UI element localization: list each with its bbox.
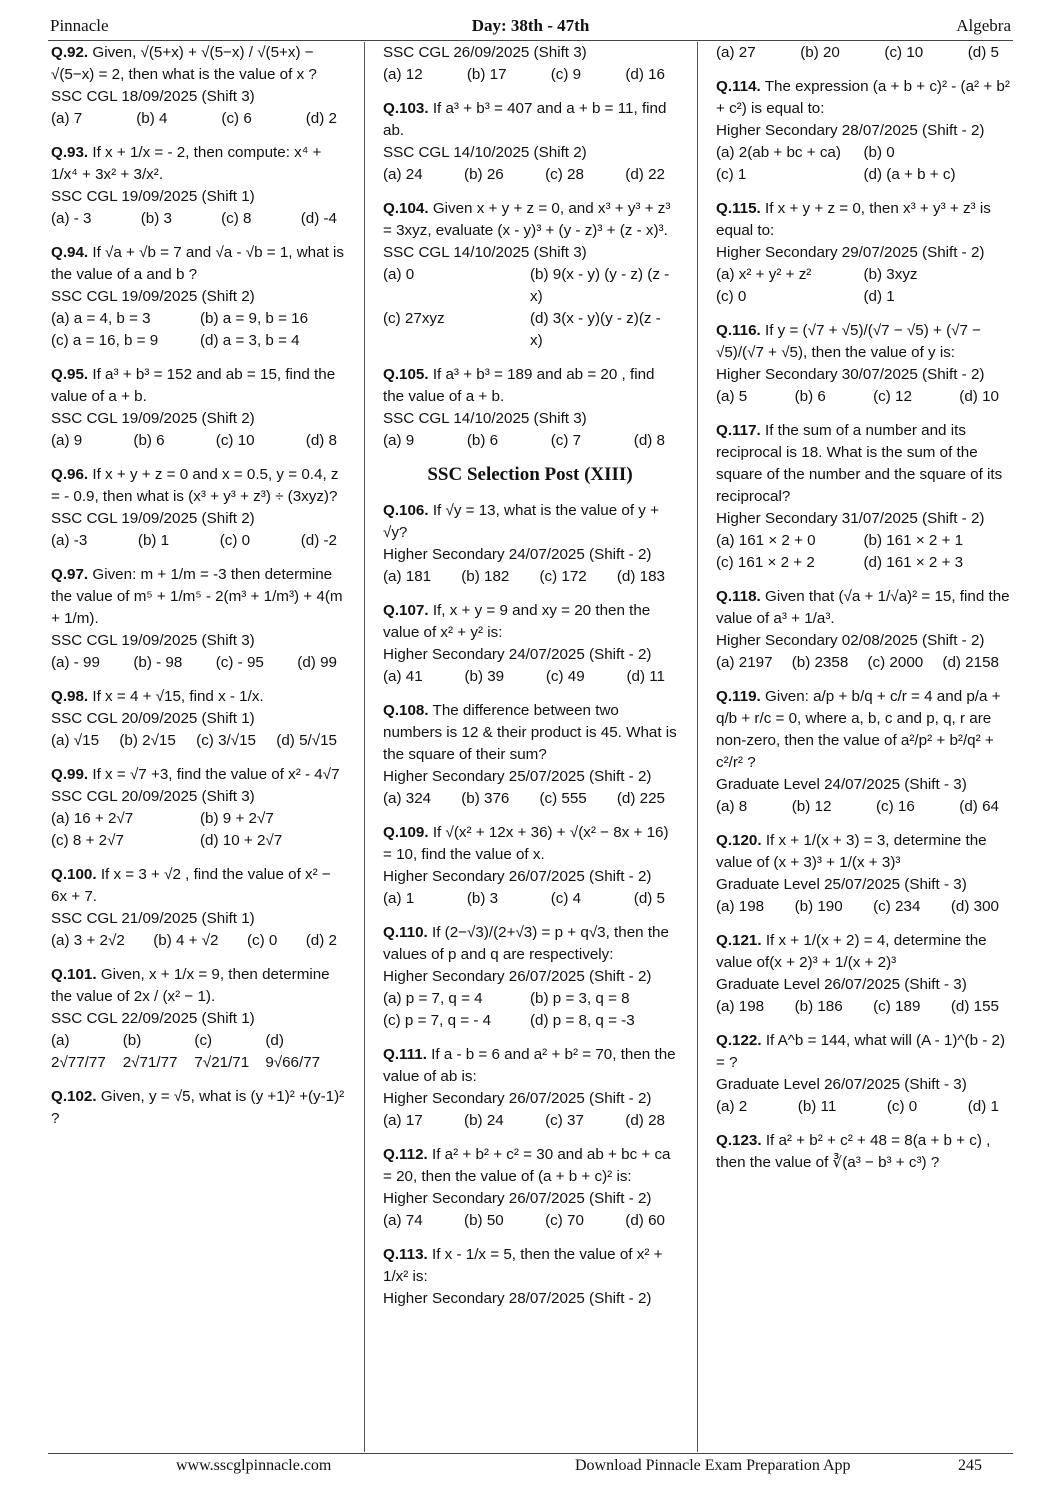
options-row	[51, 808, 349, 852]
question-source: SSC CGL 14/10/2025 (Shift 3)	[383, 244, 587, 261]
option: (d) 8	[633, 432, 665, 449]
question-number: Q.110.	[383, 924, 428, 941]
column-divider-2	[697, 42, 698, 1452]
option: (b) 2358	[791, 654, 849, 671]
option: (c) 8	[221, 210, 252, 227]
option: (d) 3(x - y)(y - z)(z - x)	[530, 310, 661, 349]
options-row	[383, 1210, 677, 1232]
question-text: Given, y = √5, what is (y +1)² +(y-1)² ?	[51, 1088, 345, 1127]
options-row	[51, 730, 349, 752]
question-source: Graduate Level 26/07/2025 (Shift - 3)	[716, 976, 967, 993]
question-number: Q.93.	[51, 144, 89, 161]
question-text: Given: m + 1/m = -3 then determine the value of m⁵ + 1/m⁵ - 2(m³ + 1/m³) + 4(m + 1/m).	[51, 566, 343, 627]
option: (a) x² + y² + z²	[716, 266, 812, 283]
question-block	[51, 864, 349, 952]
option: (d) 5	[633, 890, 665, 907]
question-number: Q.107.	[383, 602, 429, 619]
option: (d) 300	[950, 898, 999, 915]
question-text: If x = √7 +3, find the value of x² - 4√7	[92, 766, 340, 783]
option: (b) 9(x - y) (y - z) (z - x)	[530, 266, 670, 305]
question-text: If A^b = 144, what will (A - 1)^(b - 2) = ?	[716, 1032, 1006, 1071]
option: (c) 172	[539, 568, 587, 585]
option: (a) 9	[51, 432, 83, 449]
option: (c) 7√21/71	[194, 1032, 250, 1071]
question-block	[51, 1086, 349, 1130]
question-block	[716, 1130, 1011, 1174]
options-row	[383, 988, 677, 1032]
option: (b) 11	[797, 1098, 837, 1115]
option: (d) -4	[300, 210, 337, 227]
footer-website: www.sscglpinnacle.com	[176, 1457, 332, 1474]
section-title: SSC Selection Post (XIII)	[427, 464, 633, 485]
option: (a) 1	[383, 890, 415, 907]
option: (c) 3/√15	[196, 732, 256, 749]
options-row	[716, 996, 1011, 1018]
question-source: Graduate Level 26/07/2025 (Shift - 3)	[716, 1076, 967, 1093]
option: (d) 22	[625, 166, 665, 183]
question-source: SSC CGL 19/09/2025 (Shift 2)	[51, 410, 255, 427]
question-text: If (2−√3)/(2+√3) = p + q√3, then the values of p and q are respectively:	[383, 924, 669, 963]
option: (c) 27xyz	[383, 310, 445, 327]
option: (a) 161 × 2 + 0	[716, 532, 816, 549]
options-row	[716, 264, 1011, 308]
question-block	[716, 42, 1011, 64]
option: (d) (a + b + c)	[863, 166, 956, 183]
option: (a) 41	[383, 668, 423, 685]
option: (c) p = 7, q = - 4	[383, 1012, 492, 1029]
option: (b) 24	[464, 1112, 504, 1129]
question-source: Higher Secondary 28/07/2025 (Shift - 2)	[383, 1290, 652, 1307]
option: (c) 2000	[867, 654, 924, 671]
options-row	[716, 896, 1011, 918]
question-source: Higher Secondary 30/07/2025 (Shift - 2)	[716, 366, 985, 383]
options-row	[383, 264, 677, 352]
options-row	[383, 64, 677, 86]
question-number: Q.97.	[51, 566, 89, 583]
options-row	[51, 652, 349, 674]
question-block	[716, 198, 1011, 308]
options-row	[51, 530, 349, 552]
option: (b) 0	[863, 144, 895, 161]
page-header	[50, 12, 1011, 38]
option: (b) 3xyz	[863, 266, 918, 283]
question-source: Higher Secondary 26/07/2025 (Shift - 2)	[383, 1190, 652, 1207]
option: (c) 0	[886, 1098, 918, 1115]
option: (d) -2	[300, 532, 337, 549]
question-source: Higher Secondary 26/07/2025 (Shift - 2)	[383, 1090, 652, 1107]
question-block	[383, 1044, 677, 1132]
question-text: If x + 1/x = - 2, then compute: x⁴ + 1/x⁴ + 3x² + 3/x².	[51, 144, 322, 183]
options-row	[383, 566, 677, 588]
option: (b) 182	[461, 568, 510, 585]
question-number: Q.96.	[51, 466, 89, 483]
options-row	[51, 308, 349, 352]
option: (d) 11	[626, 668, 665, 685]
option: (a) 9	[383, 432, 415, 449]
question-number: Q.98.	[51, 688, 89, 705]
question-block	[716, 930, 1011, 1018]
question-block	[716, 420, 1011, 574]
question-block	[51, 764, 349, 852]
question-text: If the sum of a number and its reciprocal is 18. What is the sum of the square of the number and the square of its reciprocal?	[716, 422, 1003, 505]
option: (a) 198	[716, 898, 765, 915]
question-block	[51, 142, 349, 230]
question-number: Q.109.	[383, 824, 429, 841]
options-row	[51, 430, 349, 452]
options-row	[383, 888, 677, 910]
header-right: Algebra	[956, 16, 1011, 35]
option: (b) 9 + 2√7	[200, 810, 274, 827]
question-text: If x = 4 + √15, find x - 1/x.	[92, 688, 264, 705]
question-text: If a² + b² + c² = 30 and ab + bc + ca = 20, then the value of (a + b + c)² is:	[383, 1146, 671, 1185]
option: (c) 6	[221, 110, 252, 127]
option: (c) 161 × 2 + 2	[716, 554, 815, 571]
options-row	[716, 1096, 1011, 1118]
question-text: Given, x + 1/x = 9, then determine the value of 2x / (x² − 1).	[51, 966, 330, 1005]
option: (c) 16	[875, 798, 915, 815]
question-text: The expression (a + b + c)² - (a² + b² + c²) is equal to:	[716, 78, 1010, 117]
option: (a) 5	[716, 388, 748, 405]
question-source: SSC CGL 22/09/2025 (Shift 1)	[51, 1010, 255, 1027]
question-number: Q.113.	[383, 1246, 428, 1263]
option: (a) a = 4, b = 3	[51, 310, 151, 327]
options-row	[383, 788, 677, 810]
option: (d) 10	[959, 388, 999, 405]
question-block	[51, 964, 349, 1074]
option: (b) 4	[136, 110, 168, 127]
option: (d) 9√66/77	[265, 1032, 321, 1071]
option: (a) 181	[383, 568, 432, 585]
option: (d) 1	[863, 288, 895, 305]
question-source: SSC CGL 20/09/2025 (Shift 3)	[51, 788, 255, 805]
column-2	[383, 42, 677, 1322]
option: (d) 60	[625, 1212, 665, 1229]
question-number: Q.104.	[383, 200, 429, 217]
option: (c) 12	[873, 388, 912, 405]
question-number: Q.115.	[716, 200, 761, 217]
option: (b) 12	[791, 798, 832, 815]
option: (b) 190	[794, 898, 843, 915]
question-text: If y = (√7 + √5)/(√7 − √5) + (√7 − √5)/(√7 + √5), then the value of y is:	[716, 322, 981, 361]
option: (c) 234	[873, 898, 921, 915]
question-block	[716, 320, 1011, 408]
option: (a) 0	[383, 266, 415, 283]
footer-divider	[48, 1453, 1013, 1454]
question-block	[51, 464, 349, 552]
question-text: Given x + y + z = 0, and x³ + y³ + z³ = 3xyz, evaluate (x - y)³ + (y - z)³ + (z - x)³.	[383, 200, 671, 239]
question-number: Q.123.	[716, 1132, 762, 1149]
option: (d) 1	[967, 1098, 999, 1115]
question-number: Q.118.	[716, 588, 761, 605]
question-text: If x + y + z = 0, then x³ + y³ + z³ is equal to:	[716, 200, 991, 239]
option: (c) a = 16, b = 9	[51, 332, 159, 349]
question-number: Q.116.	[716, 322, 761, 339]
question-number: Q.119.	[716, 688, 761, 705]
option: (a) √15	[51, 732, 100, 749]
question-source: Graduate Level 24/07/2025 (Shift - 3)	[716, 776, 967, 793]
question-text: If x - 1/x = 5, then the value of x² + 1/x² is:	[383, 1246, 663, 1285]
option: (c) 7	[550, 432, 582, 449]
question-number: Q.99.	[51, 766, 89, 783]
question-number: Q.106.	[383, 502, 429, 519]
options-row	[51, 208, 349, 230]
option: (d) a = 3, b = 4	[200, 332, 300, 349]
question-text: If x + 1/(x + 3) = 3, determine the value of (x + 3)³ + 1/(x + 3)³	[716, 832, 987, 871]
question-source: SSC CGL 14/10/2025 (Shift 3)	[383, 410, 587, 427]
option: (b) 1	[137, 532, 170, 549]
header-center: Day: 38th - 47th	[471, 16, 590, 35]
option: (a) 2	[716, 1098, 748, 1115]
option: (b) 6	[133, 432, 165, 449]
options-row	[51, 108, 349, 130]
option: (b) 20	[800, 44, 840, 61]
option: (d) 28	[625, 1112, 665, 1129]
question-number: Q.117.	[716, 422, 761, 439]
question-text: If √a + √b = 7 and √a - √b = 1, what is the value of a and b ?	[51, 244, 344, 283]
question-text: If x + y + z = 0 and x = 0.5, y = 0.4, z = - 0.9, then what is (x³ + y³ + z³) ÷ (3xyz)?	[51, 466, 339, 505]
option: (b) 186	[794, 998, 843, 1015]
question-source: Higher Secondary 28/07/2025 (Shift - 2)	[716, 122, 985, 139]
option: (d) 155	[950, 998, 999, 1015]
question-block	[716, 586, 1011, 674]
question-text: If a² + b² + c² + 48 = 8(a + b + c) , then the value of ∛(a³ − b³ + c³) ?	[716, 1132, 991, 1171]
question-source: SSC CGL 20/09/2025 (Shift 1)	[51, 710, 255, 727]
option: (a) 3 + 2√2	[51, 932, 125, 949]
question-block	[51, 364, 349, 452]
option: (a) 17	[383, 1112, 423, 1129]
option: (b) 376	[461, 790, 510, 807]
question-source: Higher Secondary 02/08/2025 (Shift - 2)	[716, 632, 985, 649]
option: (c) - 95	[215, 654, 264, 671]
option: (c) 70	[545, 1212, 584, 1229]
option: (c) 555	[539, 790, 587, 807]
question-source: SSC CGL 19/09/2025 (Shift 2)	[51, 510, 255, 527]
question-source: Higher Secondary 31/07/2025 (Shift - 2)	[716, 510, 985, 527]
question-number: Q.100.	[51, 866, 97, 883]
options-row	[716, 386, 1011, 408]
question-block	[383, 600, 677, 688]
question-source: SSC CGL 19/09/2025 (Shift 2)	[51, 288, 255, 305]
question-number: Q.105.	[383, 366, 429, 383]
options-row	[716, 652, 1011, 674]
column-divider-1	[364, 42, 365, 1452]
option: (a) -3	[51, 532, 88, 549]
option: (a) 12	[383, 66, 423, 83]
option: (b) p = 3, q = 8	[530, 990, 630, 1007]
options-row	[383, 666, 677, 688]
question-text: If a³ + b³ = 189 and ab = 20 , find the value of a + b.	[383, 366, 655, 405]
question-block	[716, 76, 1011, 186]
question-number: Q.114.	[716, 78, 761, 95]
option: (d) 5/√15	[276, 732, 337, 749]
option: (b) 2√71/77	[122, 1032, 178, 1071]
option: (a) 324	[383, 790, 432, 807]
question-block	[716, 686, 1011, 818]
option: (b) 2√15	[119, 732, 176, 749]
question-source: Higher Secondary 29/07/2025 (Shift - 2)	[716, 244, 985, 261]
option: (d) 2	[305, 932, 337, 949]
question-text: If x + 1/(x + 2) = 4, determine the value of(x + 2)³ + 1/(x + 2)³	[716, 932, 987, 971]
options-row	[51, 1030, 349, 1074]
option: (b) 17	[466, 66, 507, 83]
option: (d) 161 × 2 + 3	[863, 554, 964, 571]
option: (b) - 98	[133, 654, 183, 671]
question-text: Given, √(5+x) + √(5−x) / √(5+x) − √(5−x) = 2, then what is the value of x ?	[51, 44, 317, 83]
option: (c) 28	[545, 166, 584, 183]
option: (d) 8	[305, 432, 337, 449]
option: (c) 4	[550, 890, 582, 907]
question-block	[383, 1144, 677, 1232]
option: (c) 189	[873, 998, 921, 1015]
question-source: Graduate Level 25/07/2025 (Shift - 3)	[716, 876, 967, 893]
question-block	[716, 830, 1011, 918]
question-number: Q.122.	[716, 1032, 762, 1049]
question-text: If a - b = 6 and a² + b² = 70, then the value of ab is:	[383, 1046, 676, 1085]
question-source: Higher Secondary 24/07/2025 (Shift - 2)	[383, 546, 652, 563]
header-divider	[48, 40, 1013, 41]
option: (c) 10	[215, 432, 255, 449]
question-text: If a³ + b³ = 152 and ab = 15, find the value of a + b.	[51, 366, 336, 405]
question-source: Higher Secondary 25/07/2025 (Shift - 2)	[383, 768, 652, 785]
option: (a) 27	[716, 44, 756, 61]
question-text: If √(x² + 12x + 36) + √(x² − 8x + 16) = 10, find the value of x.	[383, 824, 669, 863]
question-text: If a³ + b³ = 407 and a + b = 11, find ab.	[383, 100, 667, 139]
option: (c) 1	[716, 166, 747, 183]
options-row	[383, 430, 677, 452]
option: (d) 64	[959, 798, 999, 815]
option: (a) 2(ab + bc + ca)	[716, 144, 841, 161]
question-number: Q.92.	[51, 44, 89, 61]
option: (d) p = 8, q = -3	[530, 1012, 635, 1029]
question-block	[51, 42, 349, 130]
option: (c) 49	[545, 668, 585, 685]
option: (b) 4 + √2	[153, 932, 219, 949]
question-text: If x = 3 + √2 , find the value of x² − 6x + 7.	[51, 866, 331, 905]
option: (a) p = 7, q = 4	[383, 990, 483, 1007]
option: (d) 5	[967, 44, 999, 61]
option: (a) 2√77/77	[51, 1032, 106, 1071]
question-number: Q.120.	[716, 832, 762, 849]
option: (b) 3	[140, 210, 172, 227]
question-block	[383, 98, 677, 186]
question-block	[383, 198, 677, 352]
question-number: Q.94.	[51, 244, 89, 261]
column-3	[716, 42, 1011, 1186]
options-row	[716, 530, 1011, 574]
question-source: SSC CGL 21/09/2025 (Shift 1)	[51, 910, 255, 927]
options-row	[716, 796, 1011, 818]
column-1	[51, 42, 349, 1142]
option: (d) 225	[616, 790, 665, 807]
footer-app-text: Download Pinnacle Exam Preparation App	[575, 1457, 851, 1474]
options-row	[716, 42, 1011, 64]
question-text: Given: a/p + b/q + c/r = 4 and p/a + q/b + r/c = 0, where a, b, c and p, q, r are non-zero, then the value of a²/p² + b²/q² + c²/r² ?	[716, 688, 1001, 771]
question-text: Given that (√a + 1/√a)² = 15, find the value of a³ + 1/a³.	[716, 588, 1010, 627]
question-block	[383, 822, 677, 910]
question-text: If √y = 13, what is the value of y + √y?	[383, 502, 659, 541]
question-number: Q.102.	[51, 1088, 97, 1105]
question-block	[51, 686, 349, 752]
option: (b) 6	[466, 432, 499, 449]
option: (a) 7	[51, 110, 83, 127]
option: (d) 2158	[942, 654, 999, 671]
option: (a) - 99	[51, 654, 100, 671]
option: (c) 8 + 2√7	[51, 832, 124, 849]
option: (b) 3	[466, 890, 499, 907]
question-source: SSC CGL 19/09/2025 (Shift 1)	[51, 188, 255, 205]
question-source: Higher Secondary 24/07/2025 (Shift - 2)	[383, 646, 652, 663]
option: (c) 10	[884, 44, 924, 61]
option: (c) 0	[219, 532, 251, 549]
question-number: Q.112.	[383, 1146, 428, 1163]
question-number: Q.103.	[383, 100, 429, 117]
question-block	[383, 42, 677, 86]
question-number: Q.95.	[51, 366, 89, 383]
question-source: SSC CGL 18/09/2025 (Shift 3)	[51, 88, 255, 105]
header-left: Pinnacle	[50, 16, 109, 35]
question-block	[383, 1244, 677, 1310]
question-block	[51, 242, 349, 352]
option: (c) 0	[716, 288, 747, 305]
footer-page-number: 245	[958, 1457, 982, 1474]
option: (c) 9	[550, 66, 582, 83]
option: (d) 99	[297, 654, 337, 671]
options-row	[383, 1110, 677, 1132]
option: (d) 2	[305, 110, 337, 127]
options-row	[383, 164, 677, 186]
question-block	[383, 922, 677, 1032]
option: (c) 37	[545, 1112, 584, 1129]
question-number: Q.101.	[51, 966, 97, 983]
options-row	[716, 142, 1011, 186]
question-source: SSC CGL 14/10/2025 (Shift 2)	[383, 144, 587, 161]
question-source: SSC CGL 26/09/2025 (Shift 3)	[383, 44, 587, 61]
option: (b) 39	[464, 668, 505, 685]
option: (b) a = 9, b = 16	[200, 310, 309, 327]
option: (b) 6	[794, 388, 826, 405]
option: (a) 24	[383, 166, 423, 183]
question-text: The difference between two numbers is 12 & their product is 45. What is the square of their sum?	[383, 702, 677, 763]
option: (a) 74	[383, 1212, 423, 1229]
option: (a) 8	[716, 798, 748, 815]
question-block	[51, 564, 349, 674]
question-block	[383, 364, 677, 452]
option: (b) 161 × 2 + 1	[863, 532, 964, 549]
question-number: Q.108.	[383, 702, 429, 719]
question-source: Higher Secondary 26/07/2025 (Shift - 2)	[383, 868, 652, 885]
option: (d) 16	[625, 66, 665, 83]
question-source: Higher Secondary 26/07/2025 (Shift - 2)	[383, 968, 652, 985]
option: (a) - 3	[51, 210, 92, 227]
option: (d) 183	[616, 568, 665, 585]
question-number: Q.111.	[383, 1046, 427, 1063]
option: (a) 198	[716, 998, 765, 1015]
option: (b) 50	[464, 1212, 504, 1229]
options-row	[51, 930, 349, 952]
option: (d) 10 + 2√7	[200, 832, 283, 849]
option: (c) 0	[246, 932, 278, 949]
option: (a) 16 + 2√7	[51, 810, 134, 827]
question-source: SSC CGL 19/09/2025 (Shift 3)	[51, 632, 255, 649]
option: (b) 26	[464, 166, 504, 183]
option: (a) 2197	[716, 654, 773, 671]
question-block	[383, 700, 677, 810]
question-number: Q.121.	[716, 932, 762, 949]
question-block	[716, 1030, 1011, 1118]
question-text: If, x + y = 9 and xy = 20 then the value of x² + y² is:	[383, 602, 651, 641]
question-block	[383, 500, 677, 588]
